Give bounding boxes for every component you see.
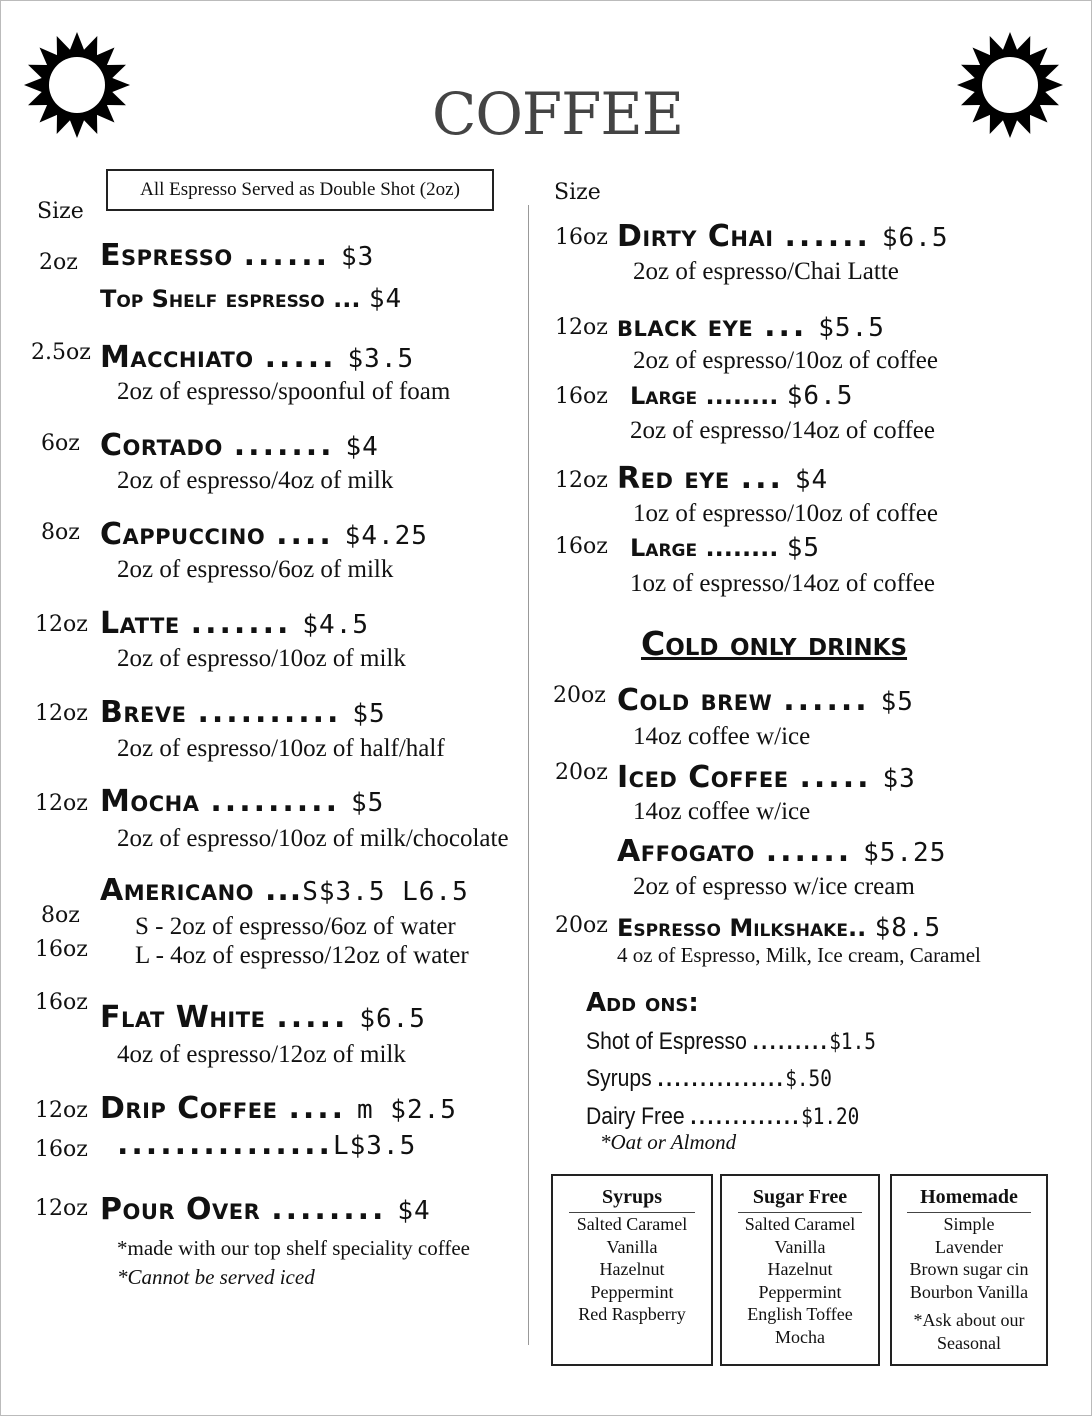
box-item: Vanilla (606, 1236, 658, 1257)
item-price: $4 (397, 1196, 431, 1226)
desc-black-eye-large: 2oz of espresso/14oz of coffee (630, 417, 935, 444)
item-dirty-chai (617, 219, 949, 254)
item-flat-white (100, 1000, 426, 1035)
item-cold-brew (617, 683, 914, 718)
item-name: Large (630, 382, 698, 410)
column-divider (528, 205, 529, 1345)
cold-drinks-heading: Cold only drinks (641, 624, 908, 663)
size-drip-large: 16oz (35, 1137, 88, 1162)
leader-dots: ...... (783, 683, 870, 718)
leader-dots: ... (265, 873, 303, 908)
item-name: Macchiato (100, 340, 254, 375)
size-black-eye: 12oz (555, 315, 608, 340)
leader-dots: ........ (705, 382, 779, 410)
size-iced-coffee: 20oz (555, 760, 608, 785)
item-name: Flat White (100, 1000, 266, 1035)
box-heading: Homemade (907, 1186, 1030, 1213)
size-cold-brew: 20oz (553, 683, 606, 708)
item-affogato (617, 834, 946, 869)
page-title: COFFEE (432, 80, 684, 148)
espresso-note-box: All Espresso Served as Double Shot (2oz) (106, 169, 494, 211)
item-price: $4.5 (302, 610, 370, 640)
desc-iced-coffee: 14oz coffee w/ice (633, 798, 811, 825)
size-mocha: 12oz (35, 791, 88, 816)
leader-dots: .... (276, 517, 334, 552)
item-black-eye-large (630, 381, 853, 411)
desc-black-eye: 2oz of espresso/10oz of coffee (633, 347, 938, 374)
item-pour-over (100, 1192, 431, 1227)
leader-dots: ....... (233, 428, 335, 463)
size-cortado: 6oz (41, 431, 80, 456)
pour-over-iced-note: *Cannot be served iced (117, 1265, 315, 1289)
size-pour-over: 12oz (35, 1196, 88, 1221)
size-drip-medium: 12oz (35, 1098, 88, 1123)
leader-dots: ....... (190, 606, 292, 641)
size-latte: 12oz (35, 612, 88, 637)
item-price: $5 (786, 533, 821, 563)
item-name: Top Shelf espresso (100, 285, 325, 313)
box-item: Salted Caramel (576, 1214, 688, 1234)
desc-milkshake: 4 oz of Espresso, Milk, Ice cream, Caramel (617, 943, 981, 967)
size-milkshake: 20oz (555, 913, 608, 938)
item-name: Espresso Milkshake (617, 914, 848, 942)
box-heading: Syrups (569, 1186, 695, 1213)
item-top-shelf (100, 284, 402, 314)
addon-dairy-note: *Oat or Almond (600, 1130, 737, 1154)
item-price: $5 (352, 699, 386, 729)
size-americano-small: 8oz (41, 903, 80, 928)
item-price: S$3.5 L6.5 (302, 877, 469, 907)
leader-dots: ............. (690, 1103, 802, 1130)
leader-dots: ...... (243, 238, 331, 273)
item-name: Cortado (100, 428, 223, 463)
leader-dots: ..... (264, 340, 337, 375)
desc-breve: 2oz of espresso/10oz of half/half (117, 735, 445, 762)
item-price: $4 (368, 284, 403, 314)
syrups-box (551, 1174, 713, 1366)
size-label: Size (37, 199, 84, 224)
addon-name: Shot of Espresso (586, 1028, 747, 1055)
size-espresso: 2oz (39, 250, 78, 275)
item-name: Drip Coffee (100, 1091, 278, 1126)
desc-americano-large: L - 4oz of espresso/12oz of water (135, 942, 469, 969)
box-item: Simple (943, 1214, 995, 1234)
item-name: Mocha (100, 784, 200, 819)
leader-dots: ..... (276, 1000, 349, 1035)
item-name: Latte (100, 606, 180, 641)
addon-price: $1.20 (801, 1105, 860, 1130)
item-name: Espresso (100, 238, 233, 273)
item-breve (100, 695, 386, 730)
item-drip-large (117, 1127, 416, 1162)
item-name: Red eye (617, 461, 730, 496)
item-price: $6.5 (359, 1004, 426, 1034)
box-item: Bourbon Vanilla (909, 1281, 1029, 1302)
item-price: $5 (350, 788, 385, 818)
item-price: $4.25 (344, 521, 428, 551)
item-price: $4 (794, 465, 829, 495)
size-macchiato: 2.5oz (31, 340, 91, 365)
item-name: black eye (617, 309, 754, 344)
leader-dots: ......... (210, 784, 340, 819)
size-red-eye-large: 16oz (555, 534, 608, 559)
leader-dots: ..... (799, 760, 872, 795)
item-name: Large (630, 534, 698, 562)
leader-dots: ...... (784, 219, 871, 254)
leader-dots: ............... (657, 1065, 786, 1092)
addon-syrups (586, 1065, 832, 1093)
homemade-box (890, 1174, 1048, 1366)
box-item: Red Raspberry (578, 1304, 686, 1324)
addon-name: Syrups (586, 1065, 652, 1092)
box-item: Brown sugar cin (909, 1259, 1029, 1279)
desc-cortado: 2oz of espresso/4oz of milk (117, 467, 394, 494)
item-name: Dirty Chai (617, 219, 774, 254)
item-price: $3 (340, 242, 375, 272)
item-price: $3.5 (347, 344, 415, 374)
box-item: Lavender (935, 1236, 1003, 1257)
item-price: m $2.5 (356, 1095, 457, 1125)
item-cappuccino (100, 517, 428, 552)
box-item: Mocha (775, 1326, 825, 1347)
leader-dots: ... (740, 461, 784, 496)
box-item: Peppermint (590, 1281, 674, 1302)
size-cappuccino: 8oz (41, 520, 80, 545)
size-flat-white: 16oz (35, 990, 88, 1015)
item-name: Americano (100, 873, 255, 908)
leader-dots: .. (847, 914, 867, 942)
box-item: Salted Caramel (744, 1214, 856, 1234)
size-americano-large: 16oz (35, 937, 88, 962)
item-drip-coffee (100, 1091, 457, 1126)
item-cortado (100, 428, 379, 463)
leader-dots: ... (764, 309, 808, 344)
leader-dots: ........ (705, 534, 779, 562)
desc-latte: 2oz of espresso/10oz of milk (117, 645, 406, 672)
size-breve: 12oz (35, 701, 88, 726)
size-black-eye-large: 16oz (555, 384, 608, 409)
leader-dots: ......... (752, 1028, 830, 1055)
item-price: $6.5 (786, 381, 854, 411)
item-espresso (100, 238, 374, 273)
item-milkshake (617, 913, 941, 943)
addon-price: $1.5 (829, 1030, 876, 1055)
addon-shot (586, 1028, 876, 1056)
leader-dots: .... (288, 1091, 347, 1126)
item-price: $5 (880, 687, 914, 717)
desc-macchiato: 2oz of espresso/spoonful of foam (117, 378, 451, 405)
item-price: L$3.5 (332, 1131, 417, 1161)
item-name: Cappuccino (100, 517, 266, 552)
leader-dots: .......... (197, 695, 342, 730)
sugar-free-box (720, 1174, 880, 1366)
sun-icon (23, 31, 131, 139)
size-dirty-chai: 16oz (555, 225, 608, 250)
desc-flat-white: 4oz of espresso/12oz of milk (117, 1041, 406, 1068)
item-name: Cold brew (617, 683, 773, 718)
size-red-eye: 12oz (555, 468, 608, 493)
size-label-right: Size (554, 180, 601, 205)
addon-price: $.50 (785, 1067, 832, 1092)
item-mocha (100, 784, 384, 819)
box-heading: Sugar Free (738, 1186, 863, 1213)
item-name: Affogato (617, 834, 755, 869)
item-black-eye (617, 309, 885, 344)
desc-red-eye: 1oz of espresso/10oz of coffee (633, 500, 938, 527)
item-price: $3 (882, 764, 916, 794)
leader-dots: ............... (117, 1127, 333, 1162)
desc-americano-small: S - 2oz of espresso/6oz of water (135, 913, 456, 940)
desc-dirty-chai: 2oz of espresso/Chai Latte (633, 258, 899, 285)
item-name: Breve (100, 695, 187, 730)
desc-red-eye-large: 1oz of espresso/14oz of coffee (630, 570, 935, 597)
addons-heading: Add ons: (586, 988, 699, 1018)
item-name: Iced Coffee (617, 760, 789, 795)
sun-icon (956, 31, 1064, 139)
item-red-eye (617, 461, 828, 496)
desc-mocha: 2oz of espresso/10oz of milk/chocolate (117, 825, 509, 852)
addon-name: Dairy Free (586, 1103, 685, 1130)
desc-cappuccino: 2oz of espresso/6oz of milk (117, 556, 394, 583)
desc-affogato: 2oz of espresso w/ice cream (633, 873, 915, 900)
box-item: Hazelnut (599, 1259, 665, 1279)
item-red-eye-large (630, 533, 820, 563)
pour-over-note: *made with our top shelf speciality coffee (117, 1236, 471, 1260)
leader-dots: ... (333, 285, 361, 313)
leader-dots: ...... (765, 834, 853, 869)
box-item: Peppermint (758, 1281, 842, 1302)
box-item: Hazelnut (767, 1259, 833, 1279)
item-latte (100, 606, 369, 641)
item-americano (100, 873, 469, 908)
leader-dots: ........ (271, 1192, 387, 1227)
item-name: Pour Over (100, 1192, 261, 1227)
box-item: Vanilla (774, 1236, 826, 1257)
box-item: English Toffee (747, 1304, 853, 1324)
item-price: $6.5 (881, 223, 949, 253)
item-price: $8.5 (874, 913, 942, 943)
item-iced-coffee (617, 760, 916, 795)
box-note: *Ask about our Seasonal (913, 1310, 1025, 1353)
desc-cold-brew: 14oz coffee w/ice (633, 723, 811, 750)
item-price: $5.5 (818, 313, 885, 343)
item-macchiato (100, 340, 414, 375)
item-price: $4 (345, 432, 379, 462)
item-price: $5.25 (863, 838, 947, 868)
addon-dairy-free (586, 1103, 859, 1131)
